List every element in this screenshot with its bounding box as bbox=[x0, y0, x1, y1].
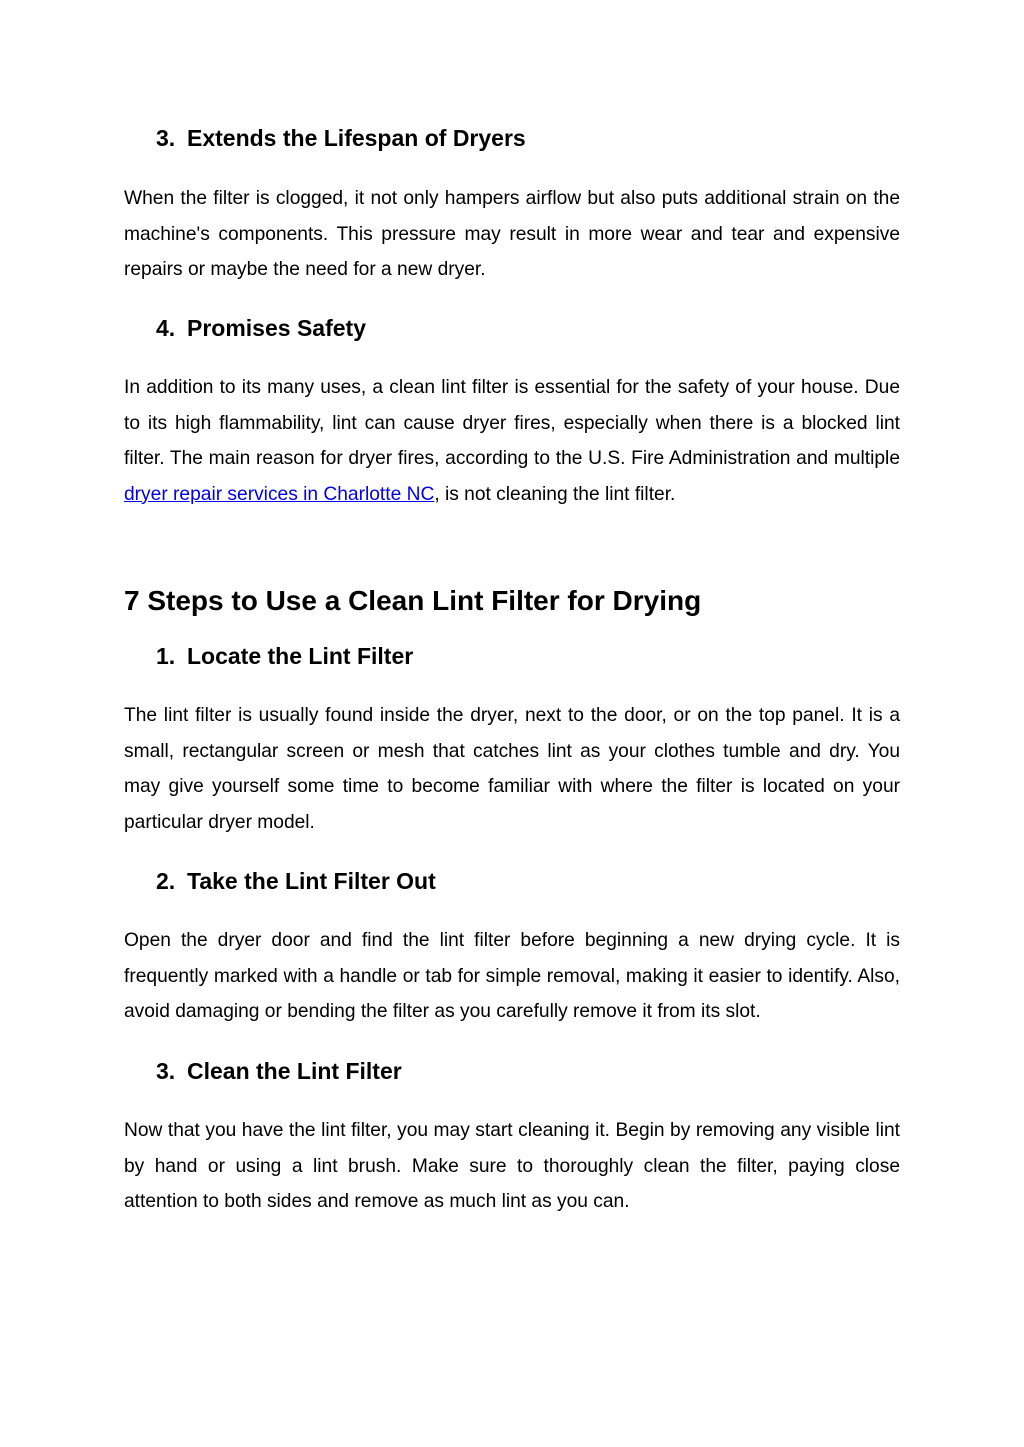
paragraph-promises-safety bbox=[124, 370, 900, 512]
heading-title: Extends the Lifespan of Dryers bbox=[187, 125, 526, 151]
paragraph-locate-filter: The lint filter is usually found inside the dryer, next to the door, or on the top panel. It is a small, rectangular screen or mesh that catches lint as your clothes tumble and dry. You may give yourself some time to become familiar with where the filter is located on your particular dryer model. bbox=[124, 705, 900, 833]
heading-take-filter-out bbox=[156, 867, 436, 895]
paragraph-clean-filter: Now that you have the lint filter, you may start cleaning it. Begin by removing any visible lint by hand or using a lint brush. Make sure to thoroughly clean the filter, paying close attention to both sides and remove as much lint as you can. bbox=[124, 1120, 900, 1212]
heading-number: 3. bbox=[156, 125, 176, 151]
paragraph-text-before-link: In addition to its many uses, a clean lint filter is essential for the safety of your house. Due to its high flammability, lint can cause dryer fires, especially when there is a blocked lint filter. The main reason for dryer fires, according to the U.S. Fire Administration and multiple bbox=[124, 377, 900, 469]
paragraph-text-after-link: , is not cleaning the lint filter. bbox=[434, 483, 676, 505]
heading-number: 4. bbox=[156, 315, 176, 341]
heading-title: Locate the Lint Filter bbox=[187, 643, 414, 669]
heading-locate-filter bbox=[156, 642, 413, 670]
section-heading-seven-steps: 7 Steps to Use a Clean Lint Filter for Drying bbox=[124, 585, 702, 616]
heading-extends-lifespan bbox=[156, 124, 526, 152]
dryer-repair-link[interactable]: dryer repair services in Charlotte NC bbox=[124, 483, 435, 505]
paragraph-extends-lifespan: When the filter is clogged, it not only hampers airflow but also puts additional strain on the machine's components. This pressure may result in more wear and tear and expensive repairs or maybe the need for a new dryer. bbox=[124, 188, 900, 280]
heading-title: Clean the Lint Filter bbox=[187, 1058, 402, 1084]
heading-title: Promises Safety bbox=[187, 315, 366, 341]
heading-title: Take the Lint Filter Out bbox=[187, 868, 436, 894]
heading-number: 2. bbox=[156, 868, 176, 894]
heading-number: 1. bbox=[156, 643, 176, 669]
heading-promises-safety bbox=[156, 314, 366, 342]
heading-clean-filter bbox=[156, 1057, 402, 1085]
paragraph-take-filter-out: Open the dryer door and find the lint filter before beginning a new drying cycle. It is frequently marked with a handle or tab for simple removal, making it easier to identify. Also, avoid damaging or bending the filter as you carefully remove it from its slot. bbox=[124, 930, 900, 1022]
heading-number: 3. bbox=[156, 1058, 176, 1084]
